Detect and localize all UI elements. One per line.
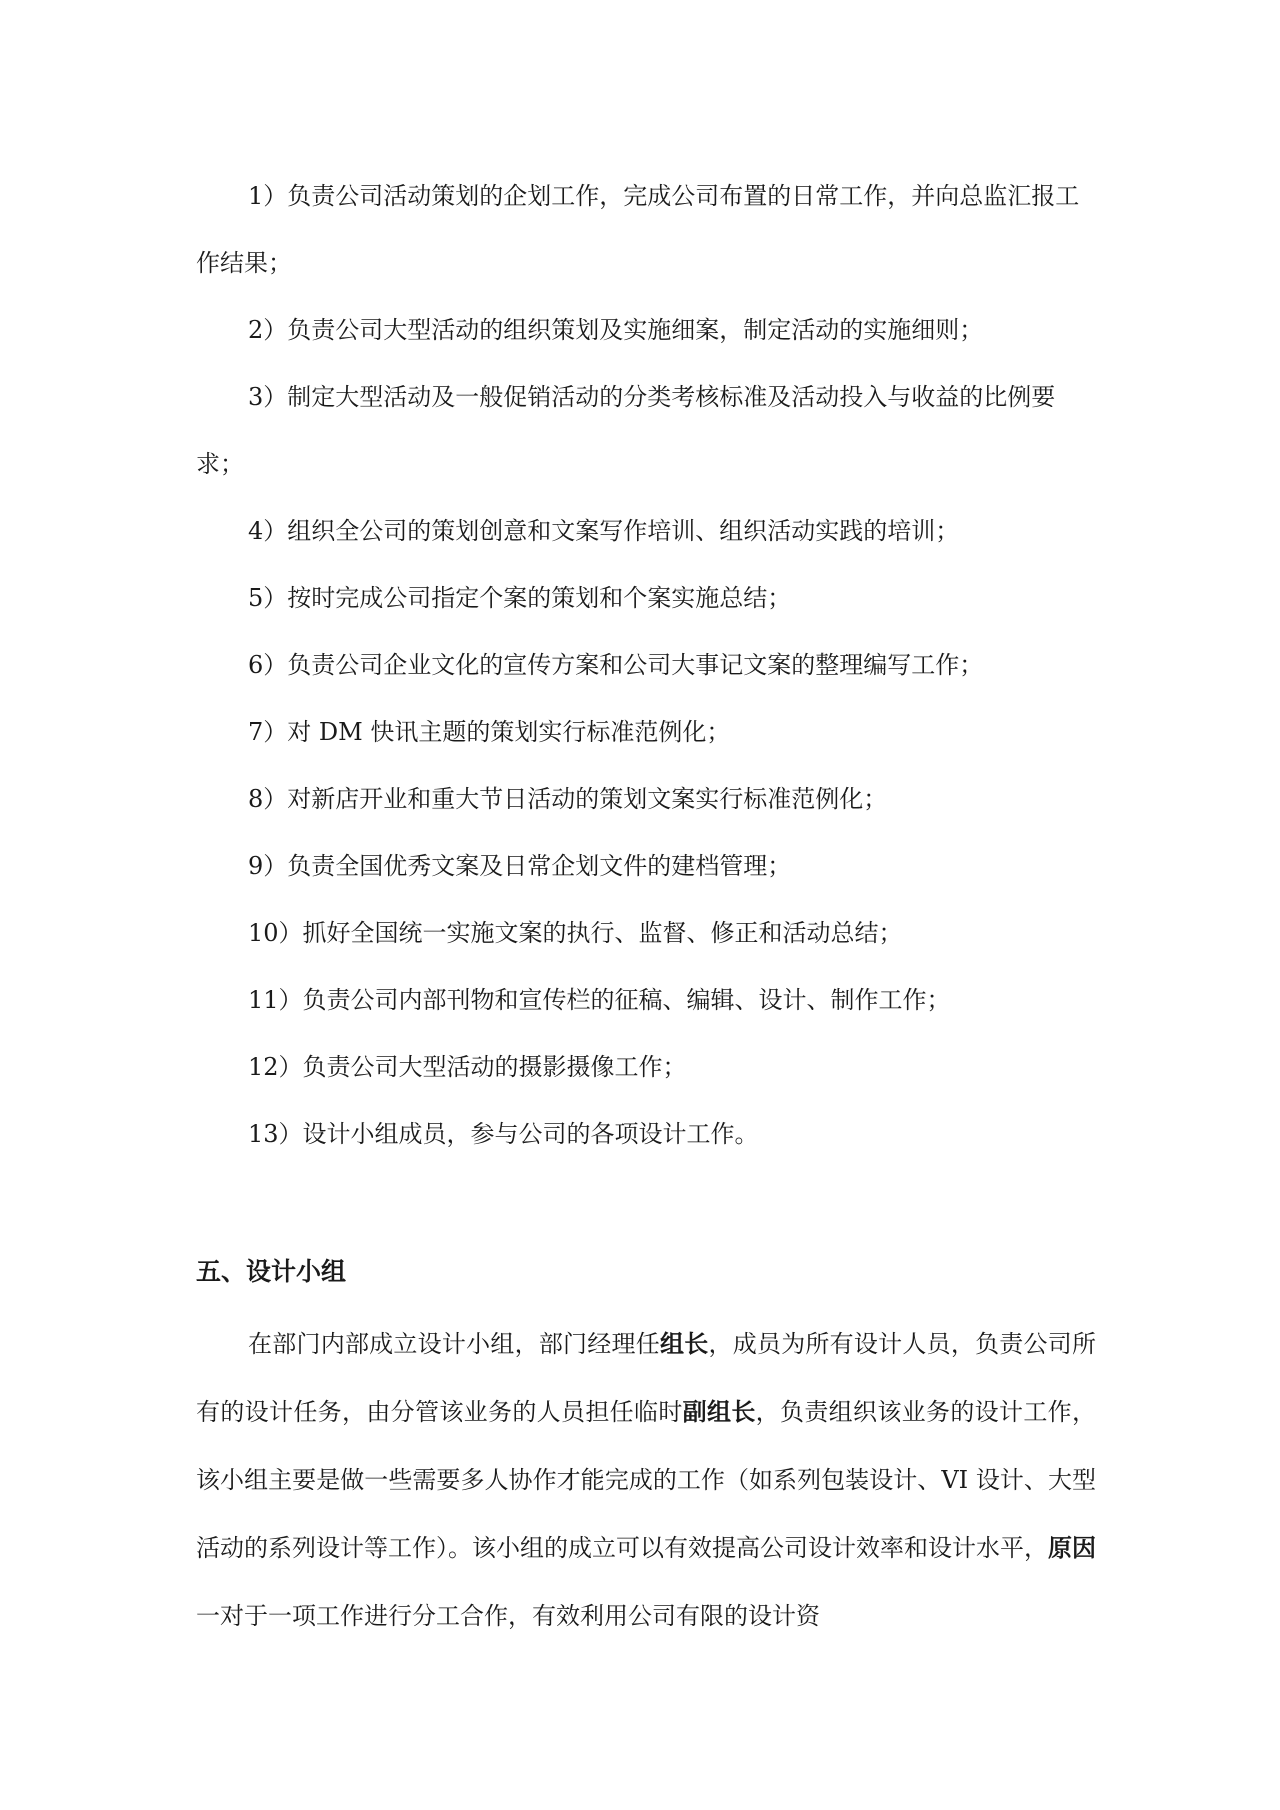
list-item: 4）组织全公司的策划创意和文案写作培训、组织活动实践的培训；: [248, 517, 960, 545]
list-item: 12）负责公司大型活动的摄影摄像工作；: [248, 1053, 687, 1081]
list-item: 11）负责公司内部刊物和宣传栏的征稿、编辑、设计、制作工作；: [248, 986, 951, 1014]
list-item: 1）负责公司活动策划的企划工作，完成公司布置的日常工作，并向总监汇报工作结果；: [196, 182, 1080, 277]
list-item: 9）负责全国优秀文案及日常企划文件的建档管理；: [248, 852, 792, 880]
list-item: 2）负责公司大型活动的组织策划及实施细案，制定活动的实施细则；: [248, 316, 984, 344]
list-item: 8）对新店开业和重大节日活动的策划文案实行标准范例化；: [248, 785, 888, 813]
bold-term: 组长: [660, 1329, 709, 1358]
section-paragraph: [196, 1310, 1096, 1650]
para-text: 在部门内部成立设计小组，部门经理任: [248, 1330, 660, 1358]
para-text: ，负责组织该业务的设计工作，该小组主要是做一些需要多人协作才能完成的工作（如系列包装设计、VI 设计、大型活动的系列设计等工作）。该小组的成立可以有效提高公司设计效率和设计水平，: [196, 1398, 1097, 1562]
list-item: 13）设计小组成员，参与公司的各项设计工作。: [248, 1120, 759, 1148]
list-item: 5）按时完成公司指定个案的策划和个案实施总结；: [248, 584, 792, 612]
list-item: 3）制定大型活动及一般促销活动的分类考核标准及活动投入与收益的比例要求；: [196, 383, 1056, 478]
list-item: 7）对 DM 快讯主题的策划实行标准范例化；: [248, 718, 731, 746]
duty-list: [196, 163, 1096, 1168]
list-item: 10）抓好全国统一实施文案的执行、监督、修正和活动总结；: [248, 919, 903, 947]
bold-term: 副组长: [682, 1397, 756, 1426]
bold-term: 原因: [1048, 1533, 1096, 1562]
section-heading: 五、设计小组: [196, 1257, 347, 1286]
para-text: ，成员为所有设计人员，负责公司所有的设计任务，由分管该业务的人员担任临时: [196, 1330, 1097, 1426]
list-item: 6）负责公司企业文化的宣传方案和公司大事记文案的整理编写工作；: [248, 651, 984, 679]
para-text: 一对于一项工作进行分工合作，有效利用公司有限的设计资: [196, 1602, 820, 1630]
